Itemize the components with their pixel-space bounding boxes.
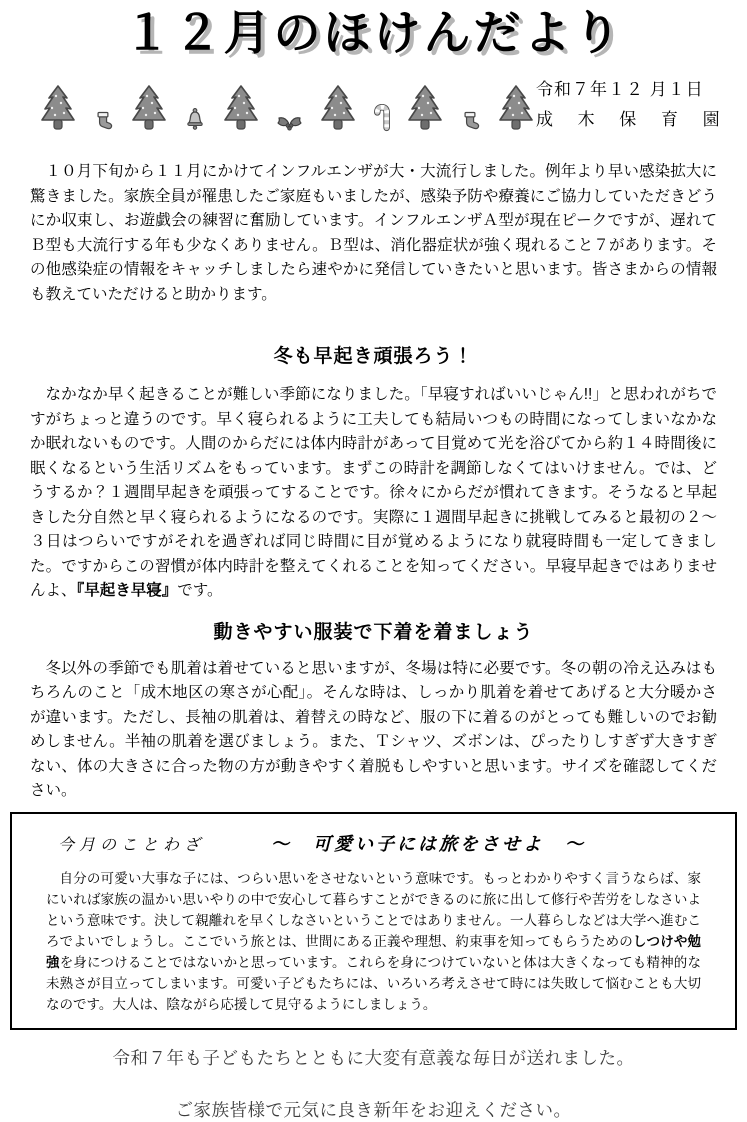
- proverb-box: [10, 812, 737, 1030]
- proverb-text: ～ 可愛い子には旅をさせよ ～: [271, 833, 587, 855]
- school-name: 成木保育園: [536, 110, 745, 129]
- christmas-tree-icon: [496, 84, 536, 132]
- clothing-paragraph: 冬以外の季節でも肌着は着せていると思いますが、冬場は特に必要です。冬の朝の冷え込みはもちろんのこと「成木地区の寒さが心配」。そんな時は、しっかり肌着を着せてあげると大分暖かさが違います。ただし、長袖の肌着は、着替えの時など、服の下に着るのがとっても難しいのでお勧めしません。半袖の肌着を選びましょう。また、Ｔシャツ、ズボンは、ぴったりしすぎず大きすぎない、体の大きさに合った物の方が動きやすく着脱もしやすいと思います。サイズを確認してください。: [30, 659, 717, 800]
- section-heading-early-rising: 冬も早起き頑張ろう！: [273, 346, 474, 368]
- stocking-icon: [460, 108, 481, 132]
- christmas-tree-icon: [221, 84, 261, 132]
- proverb-explanation-after: を身につけることではないかと思っています。これらを身につけていないと体は大きくなっても精神的な未熟さが目立ってしまいます。可愛い子どもたちには、いろいろ考えさせて時には失敗して悩むことも大切なのです。大人は、陰ながら応援して見守るようにしましょう。: [46, 954, 701, 1012]
- christmas-tree-icon: [318, 84, 358, 132]
- newsletter-title: １２月のほけんだより: [123, 6, 624, 59]
- proverb-box-heading: [58, 830, 701, 856]
- intro-paragraph: １０月下旬から１１月にかけてインフルエンザが大・大流行しました。例年より早い感染拡大に驚きました。家族全員が罹患したご家庭もいましたが、感染予防や療養にご協力していただきどうにか収束し、お遊戯会の練習に奮励しています。インフルエンザＡ型が現在ピークですが、遅れてＢ型も大流行する年も少なくありません。Ｂ型は、消化器症状が強く現れること７があります。その他感染症の情報をキャッチしましたら速やかに発信していきたいと思います。皆さまからの情報も教えていただけると助かります。: [30, 163, 717, 303]
- proverb-label: 今月のことわざ: [58, 834, 206, 854]
- newsletter-page: [0, 4, 747, 1122]
- date-block: [536, 79, 745, 135]
- candy-cane-icon: [373, 104, 390, 132]
- closing-line-2: ご家族皆様で元気に良き新年をお迎えください。: [175, 1099, 572, 1120]
- proverb-explanation-bold: しつけや勉強: [46, 933, 701, 970]
- christmas-tree-icon: [129, 84, 169, 132]
- christmas-tree-icon: [405, 84, 445, 132]
- decoration-strip: [38, 84, 536, 134]
- early-rising-text-before: なかなか早く起きることが難しい季節になりました。「早寝すればいいじゃん!!」と思われがちですがちょっと違うのです。早く寝られるように工夫しても結局いつもの時間になってしまいなかなか眠れないものです。人間のからだには体内時計があって目覚めて光を浴びてから約１４時間後に眠くなるという生活リズムをもっています。まずこの時計を調節しなくてはいけません。では、どうするか？１週間早起きを頑張ってすることです。徐々にからだが慣れてきます。そうなると早起きした分自然と早く寝られるようになるのです。実際に１週間早起きに挑戦してみると最初の２～３日はつらいですがそれを過ぎれば同じ時間に目が覚めるようになり就寝時間も一定してきました。ですからこの習慣が体内時計を整えてくれることを知ってください。早寝早起きではありませんよ、: [30, 386, 717, 600]
- issue-date: 令和７年１２ 月１日: [536, 79, 704, 99]
- header-row: [38, 79, 745, 135]
- early-rising-text-bold: 『早起き早寝』: [76, 582, 178, 600]
- early-rising-paragraph: [30, 383, 717, 604]
- christmas-tree-icon: [38, 84, 78, 132]
- stocking-icon: [93, 108, 114, 132]
- holly-icon: [276, 114, 303, 132]
- section-heading-clothing: 動きやすい服装で下着を着ましょう: [213, 621, 534, 643]
- closing-line-1: 令和７年も子どもたちとともに大変有意義な毎日が送れました。: [112, 1047, 635, 1068]
- proverb-explanation: [46, 868, 701, 1015]
- bell-icon: [184, 106, 206, 132]
- proverb-explanation-before: 自分の可愛い大事な子には、つらい思いをさせないという意味です。もっとわかりやすく言うならば、家にいれば家族の温かい思いやりの中で安心して暮らすことができるのに旅に出して修行や苦労をしなさいよという意味です。決して親離れを早くしなさいということではありません。一人暮らしなどは大学へ進むころでよいでしょうし。ここでいう旅とは、世間にある正義や理想、約束事を知ってもらうための: [46, 870, 701, 949]
- early-rising-text-after: です。: [177, 582, 223, 600]
